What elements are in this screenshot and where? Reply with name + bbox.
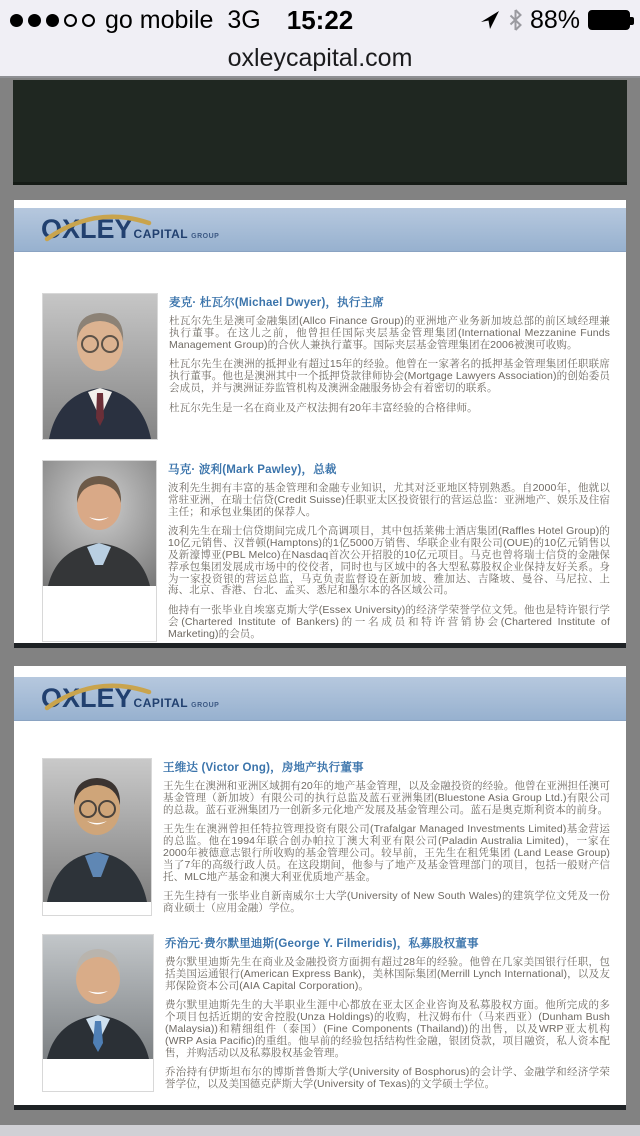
carrier-label: go mobile	[105, 5, 214, 34]
next-card-edge	[0, 1125, 640, 1136]
bio-card-2	[14, 666, 626, 1110]
bluetooth-icon	[509, 9, 522, 31]
bio-paragraph: 王先生在澳洲和亚洲区域拥有20年的地产基金管理，以及金融投资的经验。他曾在亚洲担任澳可基金管理（新加坡）有限公司的执行总监及蓝石亚洲集团(Bluestone Asia Group Ltd.)有限公司的总裁。蓝石亚洲集团乃一创新多元化地产发展及基金管理公司。蓝石是奥克斯利资本的前身。	[163, 780, 610, 816]
clock: 15:22	[286, 4, 354, 35]
portrait-mark-pawley	[43, 461, 156, 641]
dark-banner	[13, 80, 627, 185]
logo-word-group: GROUP	[191, 702, 220, 709]
url-bar[interactable]	[0, 40, 640, 76]
logo-word-capital: CAPITAL	[133, 696, 189, 710]
portrait-michael-dwyer	[43, 294, 157, 439]
logo-word-capital: CAPITAL	[133, 227, 189, 241]
bio-card-1	[14, 200, 626, 648]
person-george-filmeridis	[14, 935, 626, 1091]
bio-paragraph: 费尔默里迪斯先生在商业及金融投资方面拥有超过28年的经验。他曾在几家美国银行任职，包括美国运通银行(American Express Bank)，美林国际集团(Merrill Lynch International)，以及友邦保险资本公司(AIA Capital Corporation)。	[165, 955, 610, 992]
oxley-capital-logo	[41, 216, 219, 243]
logo-word-oxley: OXLEY	[41, 214, 133, 244]
bio-paragraph: 乔治持有伊斯坦布尔的博斯普鲁斯大学(University of Bosphorus)的会计学、金融学和经济学荣誉学位，以及美国德克萨斯大学(University of Texas)的文学硕士学位。	[165, 1066, 610, 1091]
bio-paragraph: 费尔默里迪斯先生的大半职业生涯中心都放在亚太区企业咨询及私募股权方面。他所完成的多个项目包括近期的安舍控股(Unza Holdings)的收购，杜汉姆布什（马来西亚）(Dunham Bush (Malaysia))和精细组件（泰国）(Fine Components (Thailand))的出售，以及WRP亚太机构(WRP Asia Pacific)的重组。他早前的经验包括结构性金融，银团贷款，项目融资，私人资本配售，并购活动以及私募股权基金管理。	[165, 999, 610, 1059]
bio-paragraph: 波利先生拥有丰富的基金管理和金融专业知识，尤其对泛亚地区特别熟悉。自2000年，他就以常驻亚洲，在瑞士信贷(Credit Suisse)任职亚太区投资银行的营运总监：亚洲地产、娱乐及住宿主任；和承包业集团的保荐人。	[168, 482, 610, 518]
person-name-title: 乔治元·费尔默里迪斯(George Y. Filmeridis)，私募股权董事	[165, 937, 479, 950]
bio-paragraph: 王先生在澳洲曾担任特拉管理投资有限公司(Trafalgar Managed Investments Limited)基金营运的总监。他在1994年联合创办帕拉丁澳大利亚有限公司(Paladin Australia Limited)，一家在2000年被德意志银行所收购的基金管理公司。较早前，王先生在租凭集团 (Land Lease Group)当了7年的高级行政人员。在这段期间，他参与了地产及基金管理部门的项目，包括一般财产信托、MLC地产基金和澳大利亚优质地产基金。	[163, 823, 610, 883]
person-mark-pawley	[14, 461, 626, 641]
bio-paragraph: 他持有一张毕业自埃塞克斯大学(Essex University)的经济学荣誉学位文凭。他也是特许银行学会(Chartered Institute of Bankers)的一名成员和特许营销协会(Chartered Institute of Marketing)的会员。	[168, 604, 610, 640]
logo-word-group: GROUP	[191, 233, 220, 240]
bio-paragraph: 杜瓦尔先生是一名在商业及产权法拥有20年丰富经验的合格律师。	[169, 401, 478, 414]
person-name-title: 王维达 (Victor Ong)，房地产执行董事	[163, 762, 364, 774]
battery-icon	[588, 10, 630, 30]
logo-band	[14, 677, 626, 721]
battery-percent-label: 88%	[529, 5, 580, 34]
bio-paragraph: 杜瓦尔先生在澳洲的抵押业有超过15年的经验。他曾在一家著名的抵押基金管理集团任职联席执行董事。他也是澳洲其中一个抵押贷款律师协会(Mortgage Lawyers Association)的创始委员会成员，并与澳洲证券监管机构及澳洲金融服务协会有着密切的联系。	[169, 358, 610, 394]
url-text: oxleycapital.com	[227, 43, 413, 72]
logo-word-oxley: OXLEY	[41, 683, 133, 713]
network-type-label: 3G	[227, 5, 261, 34]
status-bar	[0, 0, 640, 40]
location-arrow-icon	[479, 9, 501, 31]
person-victor-ong	[14, 759, 626, 915]
bio-paragraph: 杜瓦尔先生是澳可金融集团(Allco Finance Group)的亚洲地产业务新加坡总部的前区域经理兼执行董事。在这儿之前，他曾担任国际夹层基金管理集团(International Mezzanine Funds Management Group)的合伙人兼执行董事。国际夹层基金管理集团在2006被澳可收购。	[169, 315, 610, 351]
portrait-victor-ong	[43, 759, 151, 915]
logo-band	[14, 208, 626, 252]
bio-paragraph: 王先生持有一张毕业自新南威尔士大学(University of New South Wales)的建筑学位文凭及一份商业硕士（应用金融）学位。	[163, 890, 610, 915]
oxley-capital-logo	[41, 685, 219, 712]
portrait-george-filmeridis	[43, 935, 153, 1091]
person-michael-dwyer	[14, 294, 626, 439]
signal-strength-icon	[10, 14, 95, 27]
person-name-title: 麦克· 杜瓦尔(Michael Dwyer)，执行主席	[169, 297, 384, 309]
bio-paragraph: 波利先生在瑞士信贷期间完成几个高调项目，其中包括莱佛士酒店集团(Raffles Hotel Group)的10亿元销售、汉普顿(Hamptons)的1亿5000万销售、华联企业有限公司(OUE)的10亿元销售以及新濠博亚(PBL Melco)在Nasdaq首次公开招股的10亿元项目。马克也曾将瑞士信贷的金融保荐承包集团发展成市场中的佼佼者，同时也与区域中的各大型私募股权企业保持友好关系。身为一家投资银的营运总监，马克负责监督设在新加坡、雅加达、吉隆坡、曼谷、马尼拉、上海、北京、香港、台北、孟买、悉尼和墨尔本的各区域公司。	[168, 525, 610, 597]
browser-chrome	[0, 0, 640, 78]
person-name-title: 马克· 波利(Mark Pawley)，总裁	[168, 464, 337, 476]
